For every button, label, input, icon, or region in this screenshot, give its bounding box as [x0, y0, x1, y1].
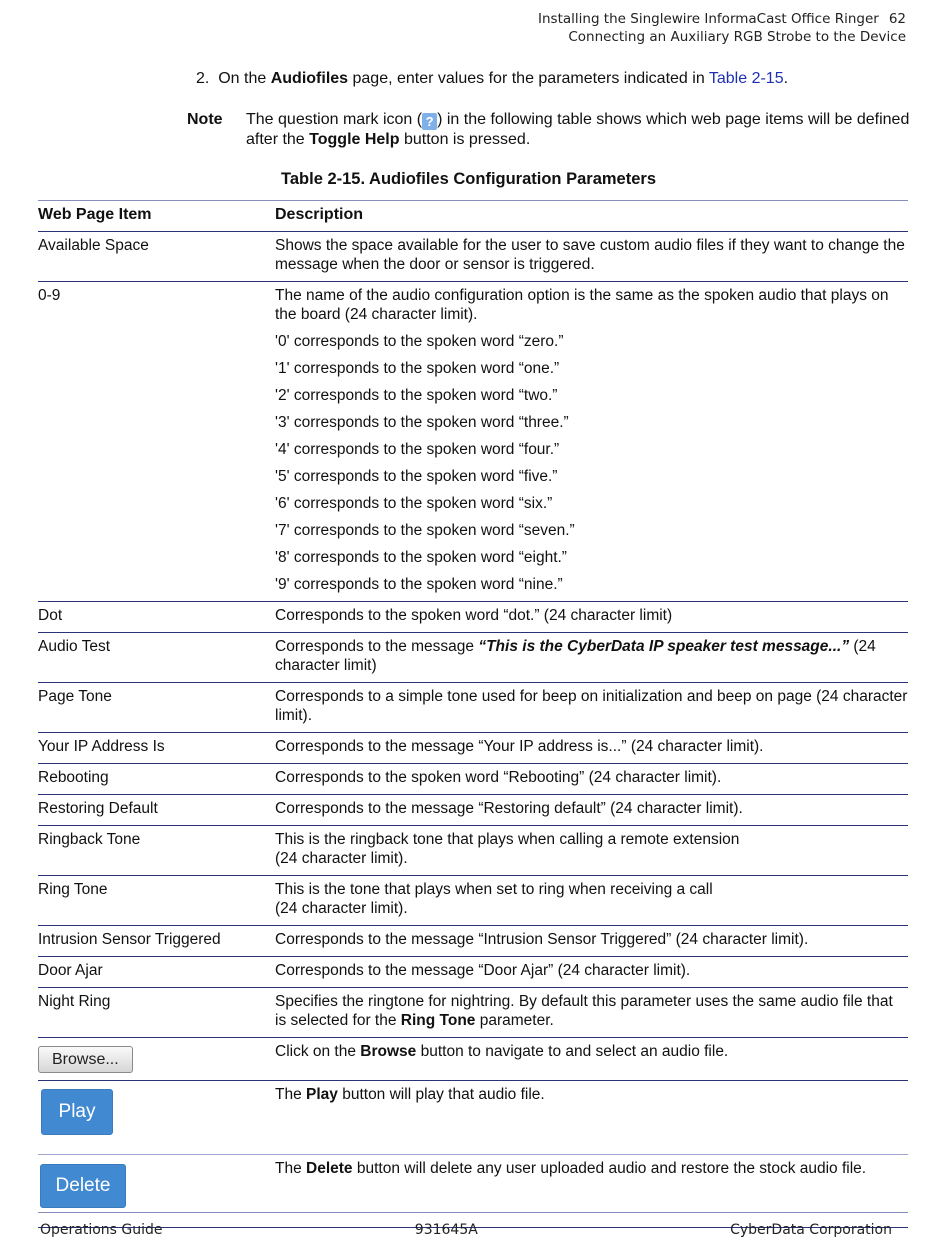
- digit-entry: '3' corresponds to the spoken word “three.”: [275, 414, 569, 431]
- table-row: [38, 988, 908, 1038]
- digit-entry: '6' corresponds to the spoken word “six.”: [275, 495, 553, 512]
- row-item: Dot: [38, 607, 63, 624]
- table-row: [38, 1038, 908, 1081]
- row-description: [275, 988, 908, 1038]
- digit-entry: '4' corresponds to the spoken word “four.”: [275, 441, 560, 458]
- table-row: [38, 282, 908, 602]
- note-text: button is pressed.: [399, 131, 531, 148]
- note-label: Note: [187, 111, 223, 128]
- header-section: Connecting an Auxiliary RGB Strobe to the Device: [568, 29, 906, 45]
- row-item: Rebooting: [38, 769, 109, 786]
- browse-term: Browse: [360, 1043, 417, 1060]
- column-header-description: Description: [275, 206, 364, 223]
- header-chapter: Installing the Singlewire InformaCast Office Ringer: [538, 11, 879, 27]
- row-description: [275, 282, 908, 602]
- desc-text: parameter.: [475, 1012, 554, 1029]
- row-description: [275, 1038, 908, 1081]
- row-description: [275, 826, 908, 876]
- table-row: [38, 633, 908, 683]
- table-row: [38, 926, 908, 957]
- table-row: [38, 957, 908, 988]
- table-caption: Table 2-15. Audiofiles Configuration Parameters: [281, 170, 656, 188]
- column-header-item: Web Page Item: [38, 206, 152, 223]
- table-row: [38, 826, 908, 876]
- row-description: [275, 876, 908, 926]
- desc-text: button will play that audio file.: [337, 1086, 545, 1103]
- row-description: Corresponds to the spoken word “dot.” (24 character limit): [275, 607, 673, 624]
- footer-divider: [38, 1212, 908, 1213]
- delete-button[interactable]: Delete: [40, 1164, 126, 1208]
- desc-text: The: [275, 1160, 307, 1177]
- digit-entry: '2' corresponds to the spoken word “two.”: [275, 387, 558, 404]
- desc-line: This is the ringback tone that plays when calling a remote extension: [275, 831, 740, 848]
- table-header-row: [38, 201, 908, 232]
- row-item: Your IP Address Is: [38, 738, 165, 755]
- row-item: [38, 1155, 275, 1228]
- delete-term: Delete: [306, 1160, 353, 1177]
- row-item: Audio Test: [38, 638, 111, 655]
- toggle-help-term: Toggle Help: [309, 131, 400, 148]
- row-item: [38, 1038, 275, 1081]
- running-header: [538, 10, 906, 46]
- browse-button[interactable]: Browse...: [38, 1046, 133, 1073]
- table-link[interactable]: Table 2-15: [708, 70, 784, 87]
- table-row: [38, 733, 908, 764]
- row-item: Available Space: [38, 237, 149, 254]
- row-description: Corresponds to the message “Door Ajar” (24 character limit).: [275, 962, 691, 979]
- table-row: [38, 876, 908, 926]
- desc-text: Specifies the ringtone for nightring. By default this parameter uses the same audio file that is selected for the: [275, 993, 893, 1029]
- desc-line: (24 character limit).: [275, 900, 408, 917]
- digit-entry: '5' corresponds to the spoken word “five.”: [275, 468, 558, 485]
- ring-tone-term: Ring Tone: [400, 1012, 476, 1029]
- step-number: 2.: [196, 70, 210, 87]
- row-item: 0-9: [38, 287, 61, 304]
- table-row: [38, 795, 908, 826]
- table-row: [38, 764, 908, 795]
- test-message: “This is the CyberData IP speaker test message...”: [478, 638, 850, 655]
- page-footer: [40, 1222, 892, 1238]
- table-row: [38, 232, 908, 282]
- row-item: Ringback Tone: [38, 831, 141, 848]
- audiofiles-term: Audiofiles: [270, 70, 349, 87]
- row-description: Corresponds to a simple tone used for beep on initialization and beep on page (24 character limit).: [275, 688, 908, 724]
- row-item: Ring Tone: [38, 881, 108, 898]
- digit-entry: '1' corresponds to the spoken word “one.”: [275, 360, 560, 377]
- digit-entry: '7' corresponds to the spoken word “seven.”: [275, 522, 575, 539]
- step-text: page, enter values for the parameters indicated in: [348, 70, 709, 87]
- table-row: [38, 683, 908, 733]
- row-description: Shows the space available for the user to save custom audio files if they want to change the message when the door or sensor is triggered.: [275, 237, 905, 273]
- note-text: ) in the following table shows which web page items will be defined after the: [246, 111, 910, 148]
- desc-line: This is the tone that plays when set to ring when receiving a call: [275, 881, 713, 898]
- row-item: Page Tone: [38, 688, 112, 705]
- row-description: Corresponds to the message “Your IP address is...” (24 character limit).: [275, 738, 764, 755]
- row-description: Corresponds to the message “Restoring default” (24 character limit).: [275, 800, 743, 817]
- row-description: Corresponds to the message “Intrusion Sensor Triggered” (24 character limit).: [275, 931, 809, 948]
- row-description: [275, 1081, 908, 1155]
- play-button[interactable]: Play: [41, 1089, 113, 1135]
- desc-text: Corresponds to the message: [275, 638, 479, 655]
- table-row: [38, 1081, 908, 1155]
- desc-text: The: [275, 1086, 307, 1103]
- play-term: Play: [306, 1086, 338, 1103]
- desc-text: (24 character limit): [275, 638, 876, 674]
- row-item: [38, 1081, 275, 1155]
- digit-entry: '9' corresponds to the spoken word “nine.”: [275, 576, 563, 593]
- desc-text: button will delete any user uploaded audio and restore the stock audio file.: [352, 1160, 867, 1177]
- note-text: The question mark icon (: [246, 111, 423, 128]
- row-item: Intrusion Sensor Triggered: [38, 931, 221, 948]
- row-item: Restoring Default: [38, 800, 158, 817]
- digit-entry: '8' corresponds to the spoken word “eight.”: [275, 549, 567, 566]
- note-block: [187, 110, 917, 150]
- digit-entry: '0' corresponds to the spoken word “zero.”: [275, 333, 564, 350]
- row-item: Night Ring: [38, 993, 111, 1010]
- page-number: 62: [888, 11, 906, 27]
- row-description: Corresponds to the spoken word “Rebooting” (24 character limit).: [275, 769, 722, 786]
- step-text: .: [783, 70, 789, 87]
- desc-text: button to navigate to and select an audio file.: [416, 1043, 729, 1060]
- row-item: Door Ajar: [38, 962, 103, 979]
- row-description: [275, 1155, 908, 1228]
- step-2: [196, 70, 788, 88]
- step-text: On the: [218, 70, 271, 87]
- digit-intro: The name of the audio configuration option is the same as the spoken audio that plays on the board (24 character limit).: [275, 287, 889, 323]
- table-row: [38, 602, 908, 633]
- desc-line: (24 character limit).: [275, 850, 408, 867]
- row-description: [275, 633, 908, 683]
- desc-text: Click on the: [275, 1043, 361, 1060]
- footer-company: CyberData Corporation: [730, 1222, 892, 1238]
- footer-doc-title: Operations Guide: [40, 1222, 163, 1238]
- audiofiles-parameters-table: [38, 200, 908, 1228]
- help-question-icon: ?: [422, 113, 437, 130]
- table-row: [38, 1155, 908, 1228]
- footer-doc-number: 931645A: [414, 1222, 478, 1238]
